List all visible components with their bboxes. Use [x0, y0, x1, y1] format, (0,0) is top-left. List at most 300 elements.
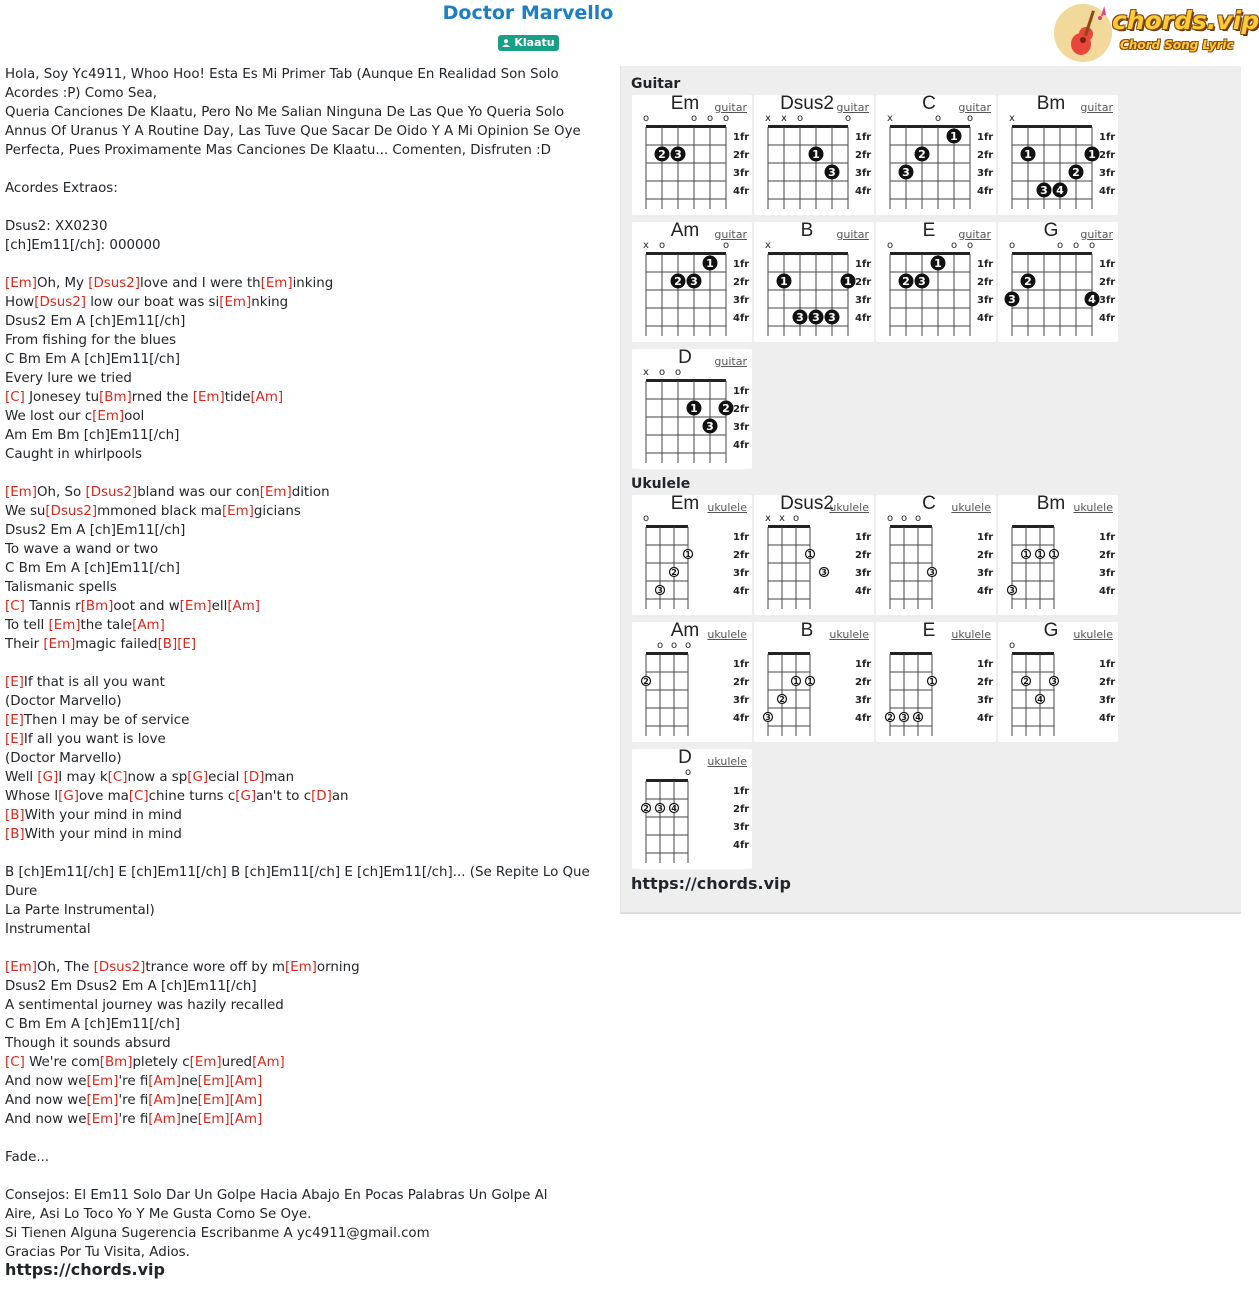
instrument-link[interactable]: guitar	[958, 228, 991, 241]
chord-diagram-guitar-c[interactable]	[876, 95, 996, 215]
chord-marker[interactable]: [E]	[5, 675, 24, 690]
finger-dot	[947, 129, 961, 143]
instrument-link[interactable]: guitar	[836, 228, 869, 241]
finger-dot	[684, 550, 693, 560]
fret-label: 3fr	[855, 568, 872, 579]
lyric-text: nking	[251, 295, 289, 310]
chord-marker[interactable]: [Am]	[148, 1074, 181, 1089]
lyric-line	[5, 141, 617, 160]
chord-diagram-ukulele-d[interactable]	[632, 749, 752, 869]
fret-label: 4fr	[855, 713, 872, 724]
lyric-text: gicians	[253, 504, 301, 519]
finger-dot	[915, 274, 929, 288]
instrument-link[interactable]: guitar	[714, 355, 747, 368]
instrument-link[interactable]: guitar	[714, 101, 747, 114]
lyric-line	[5, 1053, 617, 1072]
svg-text:3: 3	[812, 311, 820, 324]
svg-text:3: 3	[1051, 677, 1057, 686]
chord-marker[interactable]: [C]	[5, 390, 25, 405]
instrument-link[interactable]: ukulele	[829, 501, 869, 514]
lyric-line	[5, 350, 617, 369]
chord-marker[interactable]: [B]	[157, 637, 178, 652]
instrument-link[interactable]: ukulele	[951, 628, 991, 641]
chord-marker[interactable]: [Am]	[132, 618, 165, 633]
chord-diagram-ukulele-dsus2[interactable]	[754, 495, 874, 615]
open-string-marker: o	[1056, 240, 1064, 251]
lyric-text: 're fi	[118, 1093, 149, 1108]
svg-text:2: 2	[902, 275, 910, 288]
svg-text:3: 3	[821, 568, 827, 577]
svg-text:4: 4	[915, 713, 921, 722]
lyric-text: mmoned black ma	[97, 504, 222, 519]
lyric-line	[5, 692, 617, 711]
finger-dot	[719, 401, 733, 415]
chord-name: B	[800, 220, 814, 241]
chord-marker[interactable]: [Dsus2]	[45, 504, 98, 519]
fret-label: 3fr	[1099, 695, 1116, 706]
chord-marker[interactable]: [Dsus2]	[85, 485, 138, 500]
lyric-text: Caught in whirlpools	[5, 447, 142, 462]
finger-dot	[886, 713, 895, 723]
instrument-link[interactable]: ukulele	[707, 755, 747, 768]
lyric-line	[5, 84, 617, 103]
chord-marker[interactable]: [Em]	[189, 1055, 222, 1070]
chord-marker[interactable]: [Dsus2]	[88, 276, 140, 291]
fret-label: 4fr	[977, 186, 994, 197]
lyric-line	[5, 749, 617, 768]
lyric-line	[5, 768, 617, 787]
instrument-link[interactable]: guitar	[714, 228, 747, 241]
fret-label: 2fr	[1099, 677, 1116, 688]
lyric-line	[5, 521, 617, 540]
lyric-line	[5, 996, 617, 1015]
finger-dot	[1050, 677, 1059, 687]
instrument-link[interactable]: guitar	[1080, 228, 1113, 241]
open-string-marker: o	[886, 513, 894, 524]
lyric-text: 're fi	[118, 1074, 149, 1089]
song-title: Doctor Marvello	[442, 2, 614, 24]
lyric-text: (Doctor Marvello)	[5, 751, 122, 766]
lyric-line	[5, 920, 617, 939]
open-string-marker: o	[658, 367, 666, 378]
instrument-link[interactable]: ukulele	[1073, 501, 1113, 514]
open-string-marker: o	[1072, 240, 1080, 251]
finger-dot	[1050, 550, 1059, 560]
fret-label: 1fr	[733, 786, 750, 797]
svg-text:3: 3	[828, 311, 836, 324]
svg-text:1: 1	[1023, 550, 1029, 559]
lyric-line	[5, 635, 617, 654]
chord-diagram-guitar-g[interactable]	[998, 222, 1118, 342]
lyric-text: Tannis r	[24, 599, 81, 614]
svg-text:2: 2	[722, 402, 730, 415]
fret-label: 2fr	[855, 550, 872, 561]
chord-marker[interactable]: [D]	[311, 789, 332, 804]
chord-diagram-ukulele-g[interactable]	[998, 622, 1118, 742]
fret-label: 4fr	[733, 713, 750, 724]
fret-label: 1fr	[977, 659, 994, 670]
finger-dot	[1036, 550, 1045, 560]
lyric-line	[5, 540, 617, 559]
chord-diagram-ukulele-am[interactable]	[632, 622, 752, 742]
lyric-line	[5, 1110, 617, 1129]
fret-label: 1fr	[1099, 132, 1116, 143]
lyric-text: dition	[291, 485, 330, 500]
open-string-marker: o	[684, 640, 692, 651]
fret-label: 1fr	[733, 132, 750, 143]
lyrics-body	[5, 65, 617, 1262]
lyric-text: an	[331, 789, 349, 804]
chord-marker[interactable]: [Em]	[259, 485, 292, 500]
artist-name: Klaatu	[514, 36, 555, 49]
finger-dot	[778, 695, 787, 705]
fret-label: 2fr	[733, 404, 750, 415]
chord-diagram-guitar-bm[interactable]	[998, 95, 1118, 215]
finger-dot	[703, 256, 717, 270]
chord-marker[interactable]: [G]	[37, 770, 59, 785]
chord-name: Am	[670, 620, 700, 641]
muted-string-marker: x	[765, 113, 771, 124]
svg-text:1: 1	[1024, 148, 1032, 161]
chord-marker[interactable]: [Em]	[197, 1112, 230, 1127]
lyric-text: now a sp	[127, 770, 188, 785]
open-string-marker: o	[914, 513, 922, 524]
chord-marker[interactable]: [Em]	[86, 1074, 119, 1089]
lyric-text: man	[264, 770, 295, 785]
svg-text:3: 3	[690, 275, 698, 288]
chord-diagram-guitar-em[interactable]	[632, 95, 752, 215]
chord-marker[interactable]: [Em]	[221, 504, 254, 519]
chord-marker[interactable]: [D]	[243, 770, 265, 785]
instrument-link[interactable]: ukulele	[707, 628, 747, 641]
fret-label: 3fr	[855, 695, 872, 706]
chord-name: Em	[670, 493, 700, 514]
open-string-marker: o	[796, 113, 804, 124]
svg-text:3: 3	[1008, 293, 1016, 306]
fret-label: 4fr	[977, 313, 994, 324]
instrument-link[interactable]: guitar	[836, 101, 869, 114]
chord-diagram-guitar-am[interactable]	[632, 222, 752, 342]
fret-label: 3fr	[733, 295, 750, 306]
finger-dot	[1021, 147, 1035, 161]
lyric-text: Dsus2 Em Dsus2 Em A [ch]Em11[/ch]	[5, 979, 257, 994]
finger-dot	[806, 677, 815, 687]
svg-text:3: 3	[657, 804, 663, 813]
fret-label: 1fr	[855, 659, 872, 670]
chord-marker[interactable]: [Dsus2]	[34, 295, 86, 310]
lyric-line	[5, 825, 617, 844]
lyric-text: Whose l	[5, 789, 59, 804]
chord-name: E	[922, 220, 936, 241]
lyric-line	[5, 198, 617, 217]
svg-text:1: 1	[685, 550, 691, 559]
chord-diagram-guitar-dsus2[interactable]	[754, 95, 874, 215]
finger-dot	[1008, 586, 1017, 596]
fret-label: 1fr	[977, 132, 994, 143]
chord-marker[interactable]: [Em]	[5, 485, 37, 500]
chord-name: Dsus2	[780, 93, 834, 114]
finger-dot	[1036, 695, 1045, 705]
lyric-text: Jonesey tu	[24, 390, 100, 405]
chord-marker[interactable]: [Am]	[148, 1112, 181, 1127]
site-logo[interactable]	[1054, 4, 1259, 62]
finger-dot	[670, 804, 679, 814]
fret-label: 4fr	[855, 586, 872, 597]
chord-marker[interactable]: [Em]	[86, 1093, 119, 1108]
svg-text:3: 3	[674, 148, 682, 161]
lyric-text: ne	[180, 1112, 198, 1127]
chord-diagram-ukulele-em[interactable]	[632, 495, 752, 615]
chord-name: Bm	[1036, 93, 1066, 114]
lyric-text: (Doctor Marvello)	[5, 694, 122, 709]
lyric-text: low our boat was si	[85, 295, 220, 310]
svg-text:4: 4	[1088, 293, 1096, 306]
chord-marker[interactable]: [E]	[5, 713, 24, 728]
chord-diagram-ukulele-b[interactable]	[754, 622, 874, 742]
fret-label: 4fr	[733, 313, 750, 324]
finger-dot	[670, 568, 679, 578]
lyric-line	[5, 1167, 617, 1186]
lyric-line	[5, 388, 617, 407]
chord-marker[interactable]: [Am]	[229, 1112, 263, 1127]
fret-label: 2fr	[977, 150, 994, 161]
open-string-marker: o	[886, 240, 894, 251]
open-string-marker: o	[966, 113, 974, 124]
guitar-logo-icon	[1054, 4, 1112, 62]
chord-marker[interactable]: [Am]	[250, 390, 284, 405]
lyric-text: chine turns c	[148, 789, 236, 804]
fret-label: 1fr	[1099, 259, 1116, 270]
svg-text:2: 2	[918, 148, 926, 161]
open-string-marker: o	[1088, 240, 1096, 251]
finger-dot	[825, 165, 839, 179]
open-string-marker: o	[642, 513, 650, 524]
panel-url[interactable]: https://chords.vip	[631, 874, 791, 893]
lyric-line	[5, 407, 617, 426]
instrument-link[interactable]: ukulele	[951, 501, 991, 514]
chord-marker[interactable]: [Em]	[219, 295, 252, 310]
user-icon	[502, 39, 510, 47]
fret-label: 3fr	[977, 568, 994, 579]
lyric-text: oot and w	[113, 599, 180, 614]
lyric-line	[5, 426, 617, 445]
lyric-line	[5, 673, 617, 692]
chord-marker[interactable]: [Em]	[197, 1093, 230, 1108]
chord-marker[interactable]: [Em]	[284, 960, 317, 975]
fret-label: 4fr	[1099, 586, 1116, 597]
chord-marker[interactable]: [E]	[5, 732, 24, 747]
fret-label: 2fr	[855, 150, 872, 161]
lyric-text: I may k	[58, 770, 108, 785]
chord-marker[interactable]: [Em]	[92, 409, 125, 424]
fret-label: 3fr	[733, 822, 750, 833]
open-string-marker: o	[966, 240, 974, 251]
open-string-marker: o	[706, 113, 714, 124]
open-string-marker: o	[670, 640, 678, 651]
artist-badge[interactable]	[498, 35, 559, 51]
lyric-text: If all you want is love	[23, 732, 166, 747]
lyric-text: Am Em Bm [ch]Em11[/ch]	[5, 428, 180, 443]
lyric-text: How	[5, 295, 35, 310]
svg-text:1: 1	[807, 677, 813, 686]
chord-marker[interactable]: [Em]	[197, 1074, 230, 1089]
muted-string-marker: x	[1009, 113, 1015, 124]
muted-string-marker: x	[779, 513, 785, 524]
open-string-marker: o	[674, 367, 682, 378]
finger-dot	[1037, 183, 1051, 197]
svg-text:3: 3	[765, 713, 771, 722]
fret-label: 2fr	[733, 804, 750, 815]
fret-label: 1fr	[1099, 659, 1116, 670]
fret-label: 3fr	[855, 295, 872, 306]
lyric-line	[5, 255, 617, 274]
fret-label: 4fr	[733, 440, 750, 451]
chord-marker[interactable]: [Am]	[148, 1093, 181, 1108]
chord-marker[interactable]: [C]	[128, 789, 149, 804]
lyric-line	[5, 103, 617, 122]
finger-dot	[687, 274, 701, 288]
chord-marker[interactable]: [Em]	[48, 618, 81, 633]
chord-marker[interactable]: [C]	[107, 770, 128, 785]
lyric-line	[5, 1015, 617, 1034]
fret-label: 1fr	[855, 132, 872, 143]
finger-dot	[915, 147, 929, 161]
chord-marker[interactable]: [Am]	[229, 1093, 263, 1108]
lyric-text: ove ma	[78, 789, 129, 804]
lyric-text: Acordes Extraos:	[5, 181, 118, 196]
lyric-text: [ch]Em11[/ch]: 000000	[5, 238, 161, 253]
finger-dot	[1085, 292, 1099, 306]
chord-marker[interactable]: [Em]	[260, 276, 293, 291]
finger-dot	[820, 568, 829, 578]
chord-marker[interactable]: [B]	[5, 827, 25, 842]
lyric-text: If that is all you want	[23, 675, 165, 690]
chord-name: Em	[670, 93, 700, 114]
fret-label: 3fr	[1099, 568, 1116, 579]
lyric-line	[5, 559, 617, 578]
open-string-marker: o	[642, 113, 650, 124]
svg-text:2: 2	[643, 804, 649, 813]
lyric-text: ured	[221, 1055, 253, 1070]
lyric-line	[5, 616, 617, 635]
lyric-line	[5, 445, 617, 464]
lyric-line	[5, 1072, 617, 1091]
lyric-text: Though it sounds absurd	[5, 1036, 171, 1051]
finger-dot	[1021, 274, 1035, 288]
lyric-line	[5, 217, 617, 236]
chord-marker[interactable]: [C]	[5, 1055, 25, 1070]
lyric-text: Fade...	[5, 1150, 50, 1165]
chord-name: Dsus2	[780, 493, 834, 514]
open-string-marker: o	[722, 240, 730, 251]
lyric-line	[5, 844, 617, 863]
lyric-text: Instrumental	[5, 922, 91, 937]
chord-marker[interactable]: [Em]	[43, 637, 76, 652]
chord-marker[interactable]: [Bm]	[99, 390, 132, 405]
chord-diagram-ukulele-e[interactable]	[876, 622, 996, 742]
lyric-text: Acordes :P) Como Sea,	[5, 86, 158, 101]
chord-marker[interactable]: [B]	[5, 808, 25, 823]
lyric-line	[5, 787, 617, 806]
lyric-text: A sentimental journey was hazily recalled	[5, 998, 284, 1013]
lyric-text: C Bm Em A [ch]Em11[/ch]	[5, 1017, 180, 1032]
finger-dot	[792, 677, 801, 687]
instrument-link[interactable]: guitar	[958, 101, 991, 114]
svg-text:3: 3	[929, 568, 935, 577]
chord-marker[interactable]: [Bm]	[80, 599, 114, 614]
svg-text:2: 2	[1072, 166, 1080, 179]
svg-text:1: 1	[934, 257, 942, 270]
svg-text:2: 2	[1023, 677, 1029, 686]
chord-marker[interactable]: [E]	[177, 637, 197, 652]
chord-marker[interactable]: [Am]	[227, 599, 260, 614]
finger-dot	[931, 256, 945, 270]
svg-text:3: 3	[901, 713, 907, 722]
chord-marker[interactable]: [Em]	[86, 1112, 119, 1127]
instrument-link[interactable]: ukulele	[1073, 628, 1113, 641]
chord-marker[interactable]: [Em]	[5, 960, 37, 975]
svg-text:2: 2	[887, 713, 893, 722]
open-string-marker: o	[950, 240, 958, 251]
svg-text:3: 3	[828, 166, 836, 179]
svg-text:2: 2	[643, 677, 649, 686]
chord-marker[interactable]: [Bm]	[99, 1055, 133, 1070]
chord-diagram-ukulele-bm[interactable]	[998, 495, 1118, 615]
chord-name: Am	[670, 220, 700, 241]
svg-text:4: 4	[1037, 695, 1043, 704]
chord-diagram-guitar-d[interactable]	[632, 349, 752, 469]
fret-label: 1fr	[1099, 532, 1116, 543]
fret-label: 4fr	[977, 586, 994, 597]
lyric-text: ne	[180, 1074, 198, 1089]
chord-marker[interactable]: [G]	[235, 789, 257, 804]
chord-marker[interactable]: [G]	[187, 770, 209, 785]
chord-marker[interactable]: [Dsus2]	[93, 960, 146, 975]
instrument-link[interactable]: ukulele	[707, 501, 747, 514]
chord-name: E	[922, 620, 936, 641]
logo-text: chords.vip	[1112, 6, 1259, 35]
finger-dot	[1022, 550, 1031, 560]
chord-marker[interactable]: [Em]	[192, 390, 225, 405]
chord-diagram-guitar-b[interactable]	[754, 222, 874, 342]
chord-diagram-panel	[620, 66, 1241, 914]
fret-label: 4fr	[855, 186, 872, 197]
chord-diagram-guitar-e[interactable]	[876, 222, 996, 342]
chord-marker[interactable]: [Am]	[252, 1055, 285, 1070]
footer-url[interactable]: https://chords.vip	[5, 1260, 165, 1279]
lyric-text: Dsus2 Em A [ch]Em11[/ch]	[5, 314, 186, 329]
fret-label: 2fr	[977, 677, 994, 688]
chord-marker[interactable]: [G]	[58, 789, 79, 804]
lyric-text: C Bm Em A [ch]Em11[/ch]	[5, 352, 180, 367]
chord-marker[interactable]: [Am]	[229, 1074, 263, 1089]
instrument-link[interactable]: ukulele	[829, 628, 869, 641]
fret-label: 2fr	[977, 277, 994, 288]
svg-text:1: 1	[812, 148, 820, 161]
chord-diagram-ukulele-c[interactable]	[876, 495, 996, 615]
finger-dot	[1069, 165, 1083, 179]
lyric-line	[5, 1034, 617, 1053]
instrument-link[interactable]: guitar	[1080, 101, 1113, 114]
svg-text:3: 3	[902, 166, 910, 179]
open-string-marker: o	[1008, 240, 1016, 251]
chord-marker[interactable]: [Em]	[179, 599, 212, 614]
chord-marker[interactable]: [C]	[5, 599, 25, 614]
open-string-marker: o	[658, 240, 666, 251]
finger-dot	[928, 568, 937, 578]
finger-dot	[1005, 292, 1019, 306]
chord-marker[interactable]: [Em]	[5, 276, 37, 291]
